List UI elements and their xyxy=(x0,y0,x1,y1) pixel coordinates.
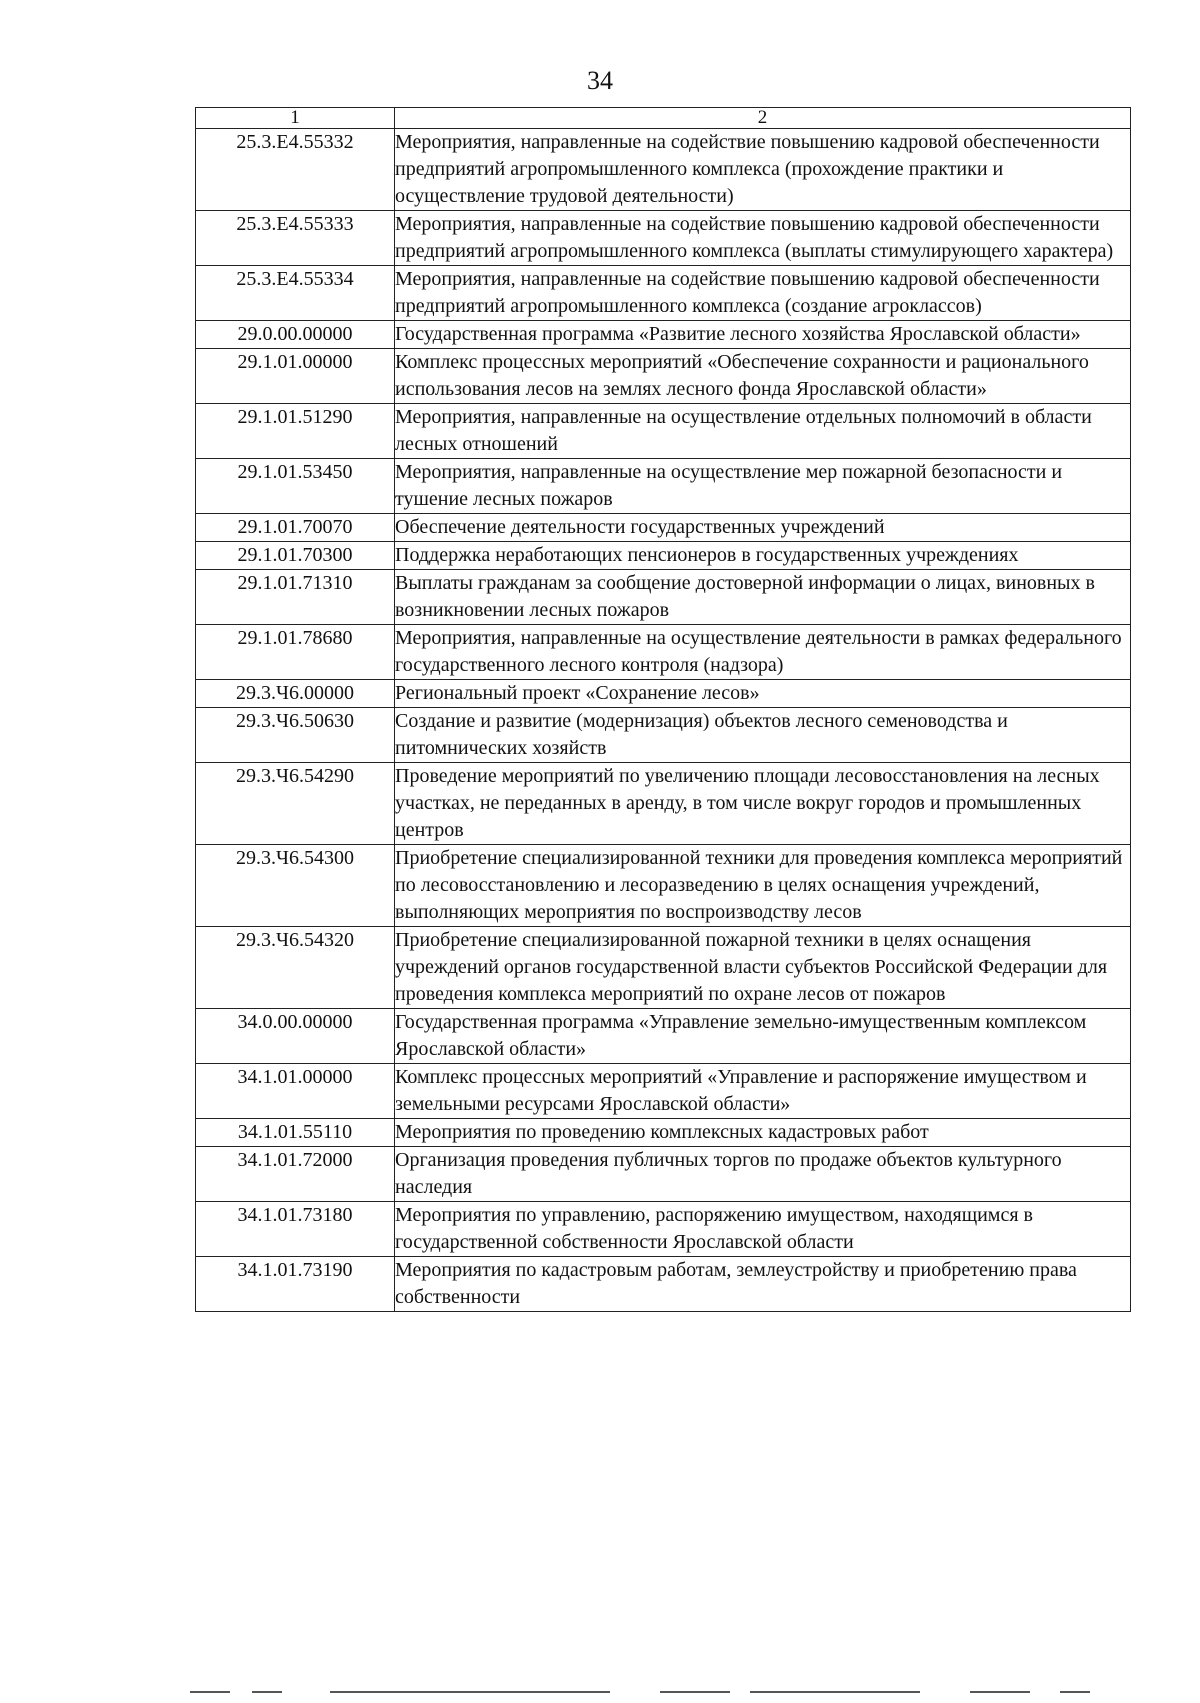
row-description: Организация проведения публичных торгов по продаже объектов культурного наследия xyxy=(395,1147,1131,1202)
table-row xyxy=(196,763,1131,845)
row-description: Государственная программа «Управление земельно-имущественным комплексом Ярославской области» xyxy=(395,1009,1131,1064)
scan-footer-artifact xyxy=(190,1691,1130,1695)
row-description: Комплекс процессных мероприятий «Управление и распоряжение имуществом и земельными ресурсами Ярославской области» xyxy=(395,1064,1131,1119)
row-description: Обеспечение деятельности государственных учреждений xyxy=(395,514,1131,542)
row-code: 29.1.01.78680 xyxy=(196,625,395,680)
table-row xyxy=(196,680,1131,708)
row-description: Мероприятия по кадастровым работам, землеустройству и приобретению права собственности xyxy=(395,1257,1131,1312)
row-description: Государственная программа «Развитие лесного хозяйства Ярославской области» xyxy=(395,321,1131,349)
row-code: 34.1.01.73180 xyxy=(196,1202,395,1257)
row-description: Комплекс процессных мероприятий «Обеспечение сохранности и рационального использования лесов на землях лесного фонда Ярославской области» xyxy=(395,349,1131,404)
row-code: 29.1.01.51290 xyxy=(196,404,395,459)
row-code: 34.1.01.72000 xyxy=(196,1147,395,1202)
row-description: Региональный проект «Сохранение лесов» xyxy=(395,680,1131,708)
table-row xyxy=(196,349,1131,404)
row-code: 29.3.Ч6.00000 xyxy=(196,680,395,708)
table-row xyxy=(196,1009,1131,1064)
table-row xyxy=(196,321,1131,349)
row-description: Поддержка неработающих пенсионеров в государственных учреждениях xyxy=(395,542,1131,570)
table-row xyxy=(196,404,1131,459)
table-row xyxy=(196,1064,1131,1119)
row-code: 34.1.01.73190 xyxy=(196,1257,395,1312)
page-number: 34 xyxy=(587,66,613,95)
row-code: 25.3.E4.55334 xyxy=(196,266,395,321)
row-code: 29.1.01.70070 xyxy=(196,514,395,542)
row-description: Мероприятия, направленные на содействие повышению кадровой обеспеченности предприятий агропромышленного комплекса (выплаты стимулирующего характера) xyxy=(395,211,1131,266)
table-row xyxy=(196,266,1131,321)
budget-codes-table xyxy=(195,107,1131,1312)
row-description: Выплаты гражданам за сообщение достоверной информации о лицах, виновных в возникновении лесных пожаров xyxy=(395,570,1131,625)
row-description: Приобретение специализированной техники для проведения комплекса мероприятий по лесовосстановлению и лесоразведению в целях оснащения учреждений, выполняющих мероприятия по воспроизводству лесов xyxy=(395,845,1131,927)
row-code: 29.0.00.00000 xyxy=(196,321,395,349)
row-code: 29.3.Ч6.54290 xyxy=(196,763,395,845)
table-row xyxy=(196,211,1131,266)
row-code: 29.1.01.70300 xyxy=(196,542,395,570)
row-code: 29.3.Ч6.54300 xyxy=(196,845,395,927)
table-row xyxy=(196,514,1131,542)
row-description: Мероприятия, направленные на содействие повышению кадровой обеспеченности предприятий агропромышленного комплекса (создание агроклассов) xyxy=(395,266,1131,321)
row-description: Приобретение специализированной пожарной техники в целях оснащения учреждений органов государственной власти субъектов Российской Федерации для проведения комплекса мероприятий по охране лесов от пожаров xyxy=(395,927,1131,1009)
table-row xyxy=(196,927,1131,1009)
row-description: Мероприятия, направленные на осуществление мер пожарной безопасности и тушение лесных пожаров xyxy=(395,459,1131,514)
row-description: Мероприятия, направленные на содействие повышению кадровой обеспеченности предприятий агропромышленного комплекса (прохождение практики и осуществление трудовой деятельности) xyxy=(395,129,1131,211)
table-header-row xyxy=(196,108,1131,129)
table-body xyxy=(196,129,1131,1312)
row-code: 29.1.01.00000 xyxy=(196,349,395,404)
row-description: Мероприятия, направленные на осуществление отдельных полномочий в области лесных отношений xyxy=(395,404,1131,459)
column-header-2: 2 xyxy=(395,108,1131,129)
table-row xyxy=(196,129,1131,211)
table-row xyxy=(196,1257,1131,1312)
row-description: Создание и развитие (модернизация) объектов лесного семеноводства и питомнических хозяйств xyxy=(395,708,1131,763)
row-description: Проведение мероприятий по увеличению площади лесовосстановления на лесных участках, не переданных в аренду, в том числе вокруг городов и промышленных центров xyxy=(395,763,1131,845)
row-code: 34.1.01.55110 xyxy=(196,1119,395,1147)
row-code: 34.0.00.00000 xyxy=(196,1009,395,1064)
table-row xyxy=(196,459,1131,514)
row-code: 25.3.E4.55333 xyxy=(196,211,395,266)
table-row xyxy=(196,570,1131,625)
row-code: 29.1.01.53450 xyxy=(196,459,395,514)
table-row xyxy=(196,845,1131,927)
table-row xyxy=(196,1202,1131,1257)
table-row xyxy=(196,625,1131,680)
row-description: Мероприятия по проведению комплексных кадастровых работ xyxy=(395,1119,1131,1147)
table-row xyxy=(196,542,1131,570)
table-row xyxy=(196,708,1131,763)
row-code: 34.1.01.00000 xyxy=(196,1064,395,1119)
table-row xyxy=(196,1119,1131,1147)
row-code: 29.3.Ч6.50630 xyxy=(196,708,395,763)
row-code: 29.3.Ч6.54320 xyxy=(196,927,395,1009)
row-description: Мероприятия, направленные на осуществление деятельности в рамках федерального государственного лесного контроля (надзора) xyxy=(395,625,1131,680)
row-description: Мероприятия по управлению, распоряжению имуществом, находящимся в государственной собственности Ярославской области xyxy=(395,1202,1131,1257)
row-code: 29.1.01.71310 xyxy=(196,570,395,625)
row-code: 25.3.E4.55332 xyxy=(196,129,395,211)
column-header-1: 1 xyxy=(196,108,395,129)
table-row xyxy=(196,1147,1131,1202)
